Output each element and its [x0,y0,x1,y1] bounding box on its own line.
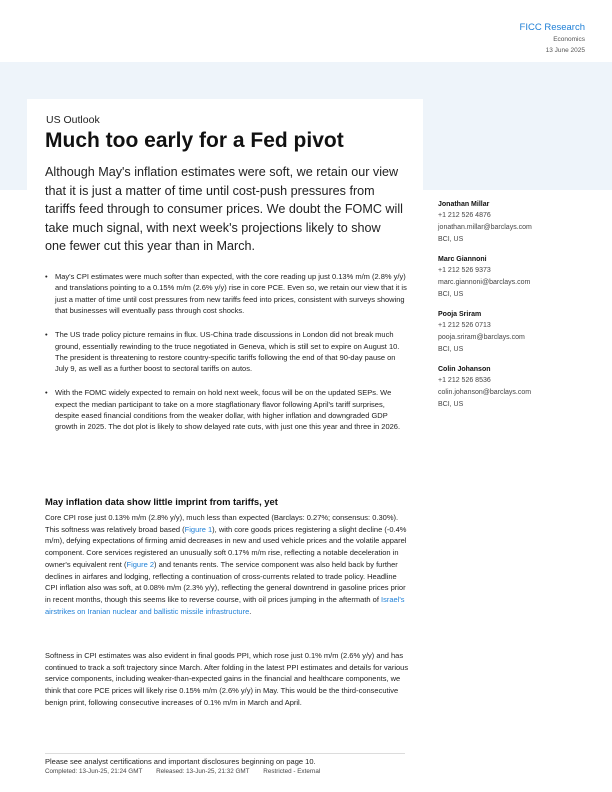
brand-label: FICC Research [519,22,585,33]
analyst-card [438,255,598,301]
text-run: ) and tenants rents. The service component was also held back by further declines in airfares and lodging, reflecting a continuation of cross-currents related to trade policy. Headline CPI inflation also was soft, at 0.08% m/m (2.3% y/y), reflecting the general downtrend in gasoline prices prior in recent months, though this seems like to reverse course, with oil prices jumping in the aftermath of [45,559,406,604]
analyst-card [438,365,598,411]
text-run: . [249,606,252,616]
report-title: Much too early for a Fed pivot [45,129,344,152]
key-point: • May's CPI estimates were much softer than expected, with the core reading up just 0.13% m/m (2.8% y/y) and translations pointing to a 0.15% m/m (2.6% y/y) rise in core PCE. Even so, we retain our view that it is just a matter of time until cost pressures from new tariffs feed into prices, consistent with surveys showing that businesses will eventually pass through cost shocks. [45,271,407,317]
analyst-name: Jonathan Millar [438,201,490,208]
section-label: Economics [553,36,585,43]
analyst-phone: +1 212 526 4876 [438,212,491,219]
analyst-name: Marc Giannoni [438,256,487,263]
analyst-email[interactable]: pooja.sriram@barclays.com [438,334,525,341]
page-footer [45,753,405,776]
released-time: Released: 13-Jun-25, 21:32 GMT [156,768,250,775]
completed-time: Completed: 13-Jun-25, 21:24 GMT [45,768,143,775]
analyst-entity: BCI, US [438,236,464,243]
analyst-email[interactable]: colin.johanson@barclays.com [438,389,532,396]
analyst-name: Pooja Sriram [438,311,482,318]
figure-1-link[interactable]: Figure 1 [184,524,213,534]
analyst-entity: BCI, US [438,291,464,298]
key-point: • The US trade policy picture remains in flux. US-China trade discussions in London did not break much ground, essentially rewinding to the truce negotiated in Geneva, which is still set to expire on August 10. The president is threatening to restore country-specific tariffs following the end of that 90-day pause on July 9, as well as a further boost to sectoral tariffs on autos. [45,329,407,375]
analyst-entity: BCI, US [438,346,464,353]
figure-2-link[interactable]: Figure 2 [126,559,154,569]
body-paragraph-1 [45,512,409,617]
analyst-name: Colin Johanson [438,366,491,373]
body-paragraph-2: Softness in CPI estimates was also evident in final goods PPI, which rose just 0.1% m/m (2.6% y/y) and has continued to track a soft trajectory since March. After folding in the latest PPI estimates and details for various service components, including weaker-than-expected gains in the financial and healthcare components, we think that core PCE prices will likely rise 0.15% m/m (2.6% y/y) in May. This would be the third-consecutive benign print, following consecutive increases of 0.1% m/m in March and April. [45,651,409,707]
text-run: Core CPI rose just 0.13% m/m (2.8% y/y), much less than expected (Barclays: 0.27%; consensus: 0.30%). This softness was relatively broad based ( [45,513,399,534]
analyst-card [438,310,598,356]
disclosure-note: Please see analyst certifications and important disclosures beginning on page 10. [45,757,316,766]
analyst-phone: +1 212 526 8536 [438,377,491,384]
analyst-list [438,200,598,420]
analyst-card [438,200,598,246]
report-summary: Although May's inflation estimates were soft, we retain our view that it is just a matter of time until cost-push pressures from tariffs feed through to consumer prices. We doubt the FOMC will take much signal, with next week's projections likely to show one fewer cut this year than in March. [45,165,403,254]
text-run: ), with core goods prices registering a slight decline (-0.4% m/m), defying expectations of firming amid decreases in new and used vehicle prices and the volatile apparel component. Core services registered an unusually soft 0.17% m/m rise, reflecting a notable deceleration in owner's equivalent rent ( [45,524,407,569]
analyst-phone: +1 212 526 0713 [438,322,491,329]
report-header [520,22,585,56]
key-point: • With the FOMC widely expected to remain on hold next week, focus will be on the updated SEPs. We expect the median participant to take on a more stagflationary flavor following April's tariff surprises, despite eased financial conditions from the weaker dollar, with higher inflation and downgraded GDP growth in 2025. The dot plot is likely to show delayed rate cuts, with just one this year and three in 2026. [45,387,407,433]
report-date: 13 June 2025 [545,47,585,54]
analyst-email[interactable]: jonathan.millar@barclays.com [438,224,532,231]
section-heading: May inflation data show little imprint from tariffs, yet [45,496,278,507]
analyst-phone: +1 212 526 9373 [438,267,491,274]
key-points [45,271,407,445]
classification-label: Restricted - External [263,768,321,775]
analyst-entity: BCI, US [438,401,464,408]
airstrikes-link[interactable]: Israel's airstrikes on Iranian nuclear and ballistic missile infrastructure [45,594,405,616]
analyst-email[interactable]: marc.giannoni@barclays.com [438,279,531,286]
release-meta [45,767,405,776]
report-kicker: US Outlook [46,114,100,126]
